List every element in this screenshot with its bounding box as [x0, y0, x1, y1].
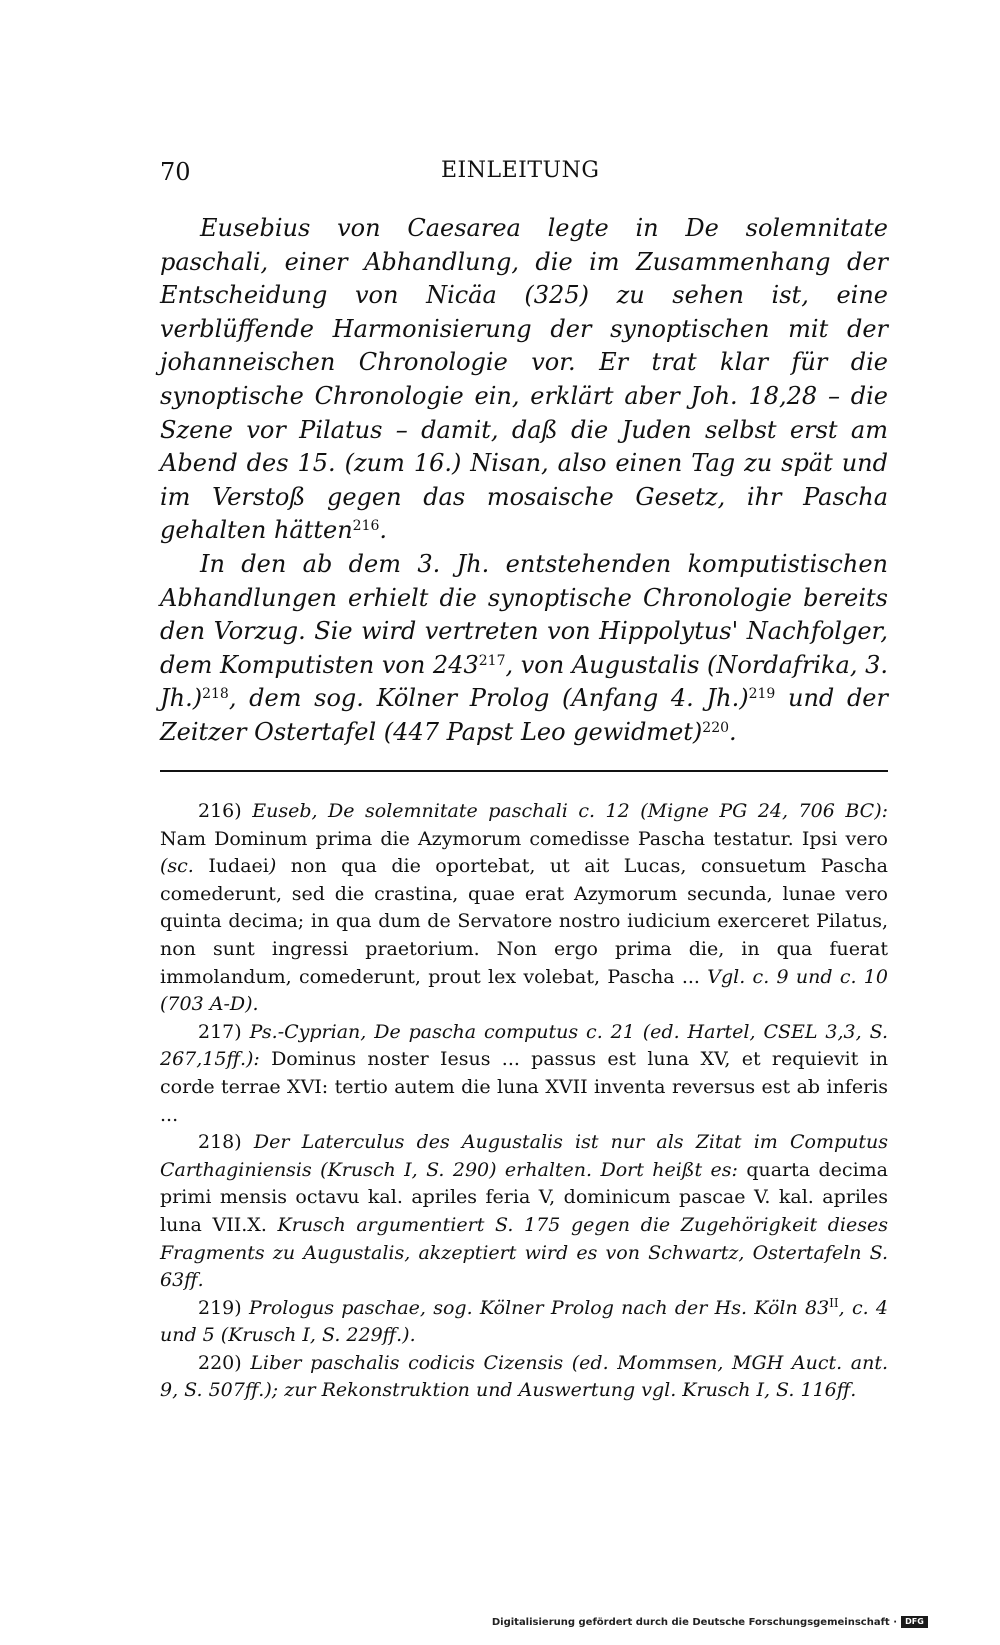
footnote-sc: (sc. [160, 855, 194, 878]
running-title: EINLEITUNG [441, 158, 600, 183]
paragraph-2-text-b: , von Augustalis (Nordafrika, 3. Jh.) [160, 650, 889, 713]
page-number: 70 [160, 158, 191, 186]
footnotes [160, 798, 888, 1405]
footnote-quote: Nam Dominum prima die Azymorum comedisse Pascha testatur. Ipsi vero [160, 827, 888, 850]
footnote-ref-220[interactable]: 220 [702, 719, 730, 736]
footnote-quote: Iudaei [208, 855, 269, 878]
paragraph-2-text-a: In den ab dem 3. Jh. entstehenden komputistischen Abhandlungen erhielt die synoptische Chronologie bereits den Vorzug. Sie wird vertreten von Hippolytus' Nachfolger, dem Komputisten von 243 [160, 549, 888, 679]
footnote-text: Krusch argumentiert S. 175 gegen die Zugehörigkeit dieses Fragments zu Augustalis, akzeptiert wird es von Schwartz, Ostertafeln S. 63ff. [160, 1213, 888, 1292]
footnote-text: Der Laterculus des Augustalis ist nur als Zitat im Computus Carthaginiensis (Krusch I, S. 290) erhalten. Dort heißt es: [160, 1131, 888, 1181]
footnote-number: 218) [198, 1131, 242, 1154]
footnote-quote: non qua die oportebat, ut ait Lucas, consuetum Pascha comederunt, sed die crastina, quae erat Azymorum secunda, lunae vero quinta decima; in qua dum de Servatore nostro iudicium exerceret Pilatus, non sunt ingressi praetorium. Non ergo prima die, in qua fuerat immolandum, comederunt, prout lex volebat, Pascha ... [160, 855, 888, 988]
footnote-217 [160, 1019, 888, 1129]
main-text [160, 212, 888, 750]
footnote-divider [160, 770, 888, 772]
dfg-logo-icon: DFG [901, 1616, 928, 1628]
paragraph-2-text-c: , dem sog. Kölner Prolog (Anfang 4. Jh.) [228, 684, 749, 713]
paragraph-2-end: . [729, 717, 737, 746]
footnote-superscript: II [829, 1295, 839, 1310]
footnote-quote: quarta decima primi mensis octavu kal. apriles feria V, dominicum pascae V. kal. apriles luna VII.X. [160, 1158, 888, 1236]
footnote-220 [160, 1350, 888, 1405]
footnote-number: 216) [198, 800, 242, 822]
footnote-216 [160, 798, 888, 1019]
paragraph-2-text-d: und der Zeitzer Ostertafel (447 Papst Leo gewidmet) [160, 684, 888, 746]
credit-text: Digitalisierung gefördert durch die Deutsche Forschungsgemeinschaft · [491, 1617, 897, 1628]
footnote-text: Prologus paschae, sog. Kölner Prolog nach der Hs. Köln 83 [248, 1296, 830, 1319]
footnote-citation: Ps.-Cyprian, De pascha computus c. 21 (ed. Hartel, CSEL 3,3, S. 267,15ff.): [160, 1020, 888, 1071]
footnote-text: , c. 4 und 5 (Krusch I, S. 229ff.). [160, 1296, 888, 1347]
footnote-ref-217[interactable]: 217 [478, 652, 506, 669]
footnote-paren: ) [268, 855, 277, 878]
footnote-number: 217) [198, 1020, 242, 1043]
footnote-218 [160, 1129, 888, 1295]
footnote-ref-219[interactable]: 219 [748, 686, 776, 703]
paragraph-1-text: Eusebius von Caesarea legte in De solemnitate paschali, einer Abhandlung, die im Zusammenhang der Entscheidung von Nicäa (325) zu sehen ist, eine verblüffende Harmonisierung der synoptischen mit der johanneischen Chronologie vor. Er trat klar für die synoptische Chronologie ein, erklärt aber Joh. 18,28 – die Szene vor Pilatus – damit, daß die Juden selbst erst am Abend des 15. (zum 16.) Nisan, also einen Tag zu spät und im Verstoß gegen das mosaische Gesetz, ihr Pascha gehalten hätten [160, 214, 888, 545]
footnote-ref-216[interactable]: 216 [352, 518, 380, 535]
footnote-number: 219) [198, 1296, 242, 1319]
footnote-quote: Dominus noster Iesus ... passus est luna XV, et requievit in corde terrae XVI: tertio autem die luna XVII inventa reversus est ab inferis ... [160, 1048, 888, 1126]
paragraph-1 [160, 212, 888, 548]
footnote-219 [160, 1295, 888, 1350]
digitization-credit [492, 1616, 928, 1628]
footnote-ref-218[interactable]: 218 [202, 686, 229, 703]
footnote-tail: Vgl. c. 9 und c. 10 (703 A-D). [160, 965, 888, 1016]
footnote-number: 220) [198, 1351, 242, 1374]
footnote-citation: Euseb, De solemnitate paschali c. 12 (Migne PG 24, 706 BC): [252, 800, 889, 822]
footnote-text: Liber paschalis codicis Cizensis (ed. Mommsen, MGH Auct. ant. 9, S. 507ff.); zur Rekonstruktion und Auswertung vgl. Krusch I, S. 116ff. [160, 1351, 889, 1402]
paragraph-2 [160, 548, 888, 750]
paragraph-1-end: . [379, 516, 388, 545]
